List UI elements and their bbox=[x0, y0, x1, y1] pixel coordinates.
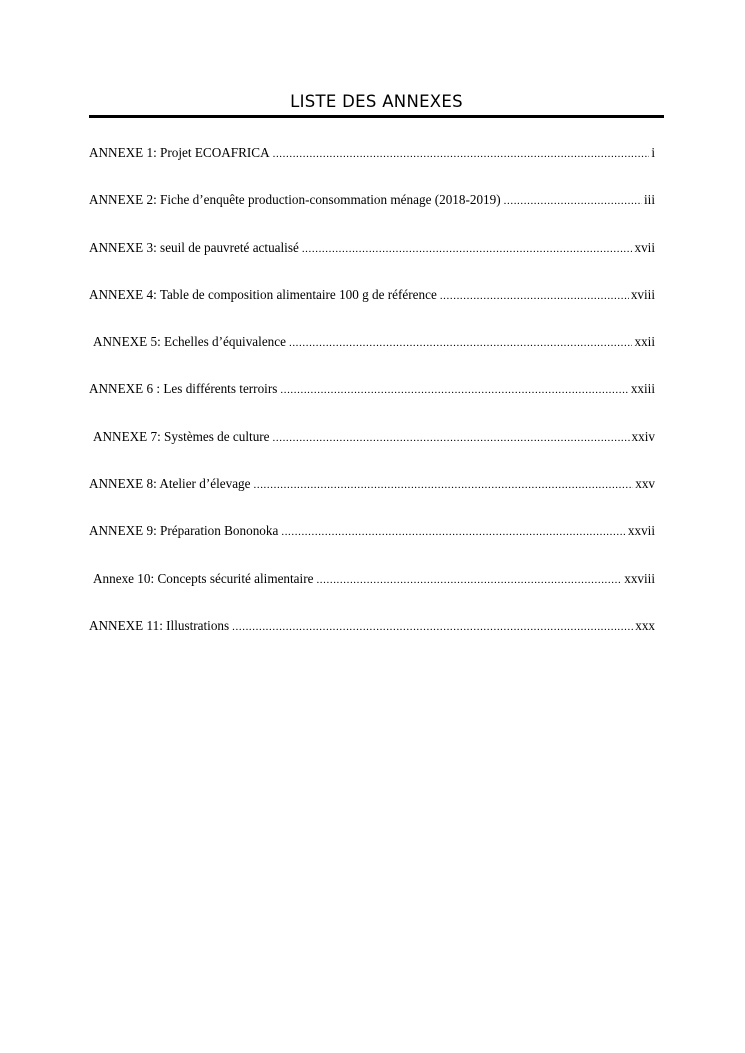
annex-list bbox=[89, 144, 655, 664]
toc-entry-annex-5[interactable] bbox=[89, 333, 655, 380]
toc-entry-page: xxiv bbox=[631, 428, 655, 444]
toc-entry-annex-4[interactable] bbox=[89, 286, 655, 333]
dot-leader bbox=[440, 287, 629, 305]
toc-entry-label: ANNEXE 9: Préparation Bononoka bbox=[89, 523, 279, 539]
toc-entry-annex-10[interactable] bbox=[89, 570, 655, 617]
toc-entry-label: Annexe 10: Concepts sécurité alimentaire bbox=[93, 570, 314, 586]
toc-entry-label: ANNEXE 6 : Les différents terroirs bbox=[89, 381, 278, 397]
toc-entry-page: xxx bbox=[635, 617, 655, 633]
toc-entry-page: xxii bbox=[634, 334, 655, 350]
toc-entry-annex-8[interactable] bbox=[89, 475, 655, 522]
dot-leader bbox=[302, 240, 633, 258]
toc-entry-label: ANNEXE 7: Systèmes de culture bbox=[93, 428, 270, 444]
title-divider bbox=[89, 115, 664, 118]
toc-entry-page: xviii bbox=[630, 286, 655, 302]
toc-entry-label: ANNEXE 1: Projet ECOAFRICA bbox=[89, 145, 270, 160]
dot-leader bbox=[289, 334, 633, 352]
toc-entry-annex-6[interactable] bbox=[89, 380, 655, 427]
toc-entry-page: i bbox=[651, 145, 655, 160]
toc-entry-annex-7[interactable] bbox=[89, 428, 655, 475]
toc-entry-page: xxiii bbox=[630, 381, 655, 397]
dot-leader bbox=[504, 192, 642, 210]
dot-leader bbox=[254, 476, 634, 494]
dot-leader bbox=[316, 571, 622, 589]
toc-entry-annex-2[interactable] bbox=[89, 191, 655, 238]
toc-entry-page: xxviii bbox=[624, 570, 655, 586]
dot-leader bbox=[281, 523, 626, 541]
dot-leader bbox=[232, 618, 633, 636]
dot-leader bbox=[273, 145, 650, 163]
toc-entry-label: ANNEXE 11: Illustrations bbox=[89, 617, 230, 633]
toc-entry-annex-3[interactable] bbox=[89, 239, 655, 286]
toc-entry-label: ANNEXE 2: Fiche d’enquête production-consommation ménage (2018-2019) bbox=[89, 192, 501, 208]
toc-entry-page: xxv bbox=[635, 476, 655, 492]
dot-leader bbox=[273, 429, 630, 447]
toc-entry-annex-9[interactable] bbox=[89, 522, 655, 569]
dot-leader bbox=[280, 381, 628, 399]
toc-entry-label: ANNEXE 4: Table de composition alimentaire 100 g de référence bbox=[89, 286, 437, 302]
toc-entry-page: xvii bbox=[634, 239, 655, 255]
toc-entry-annex-11[interactable] bbox=[89, 617, 655, 664]
toc-entry-annex-1[interactable] bbox=[89, 144, 655, 191]
toc-entry-page: xxvii bbox=[627, 523, 655, 539]
toc-entry-page: iii bbox=[644, 192, 655, 208]
toc-entry-label: ANNEXE 3: seuil de pauvreté actualisé bbox=[89, 239, 299, 255]
toc-entry-label: ANNEXE 8: Atelier d’élevage bbox=[89, 476, 251, 492]
toc-entry-label: ANNEXE 5: Echelles d’équivalence bbox=[93, 334, 286, 350]
page-title: LISTE DES ANNEXES bbox=[290, 92, 463, 111]
